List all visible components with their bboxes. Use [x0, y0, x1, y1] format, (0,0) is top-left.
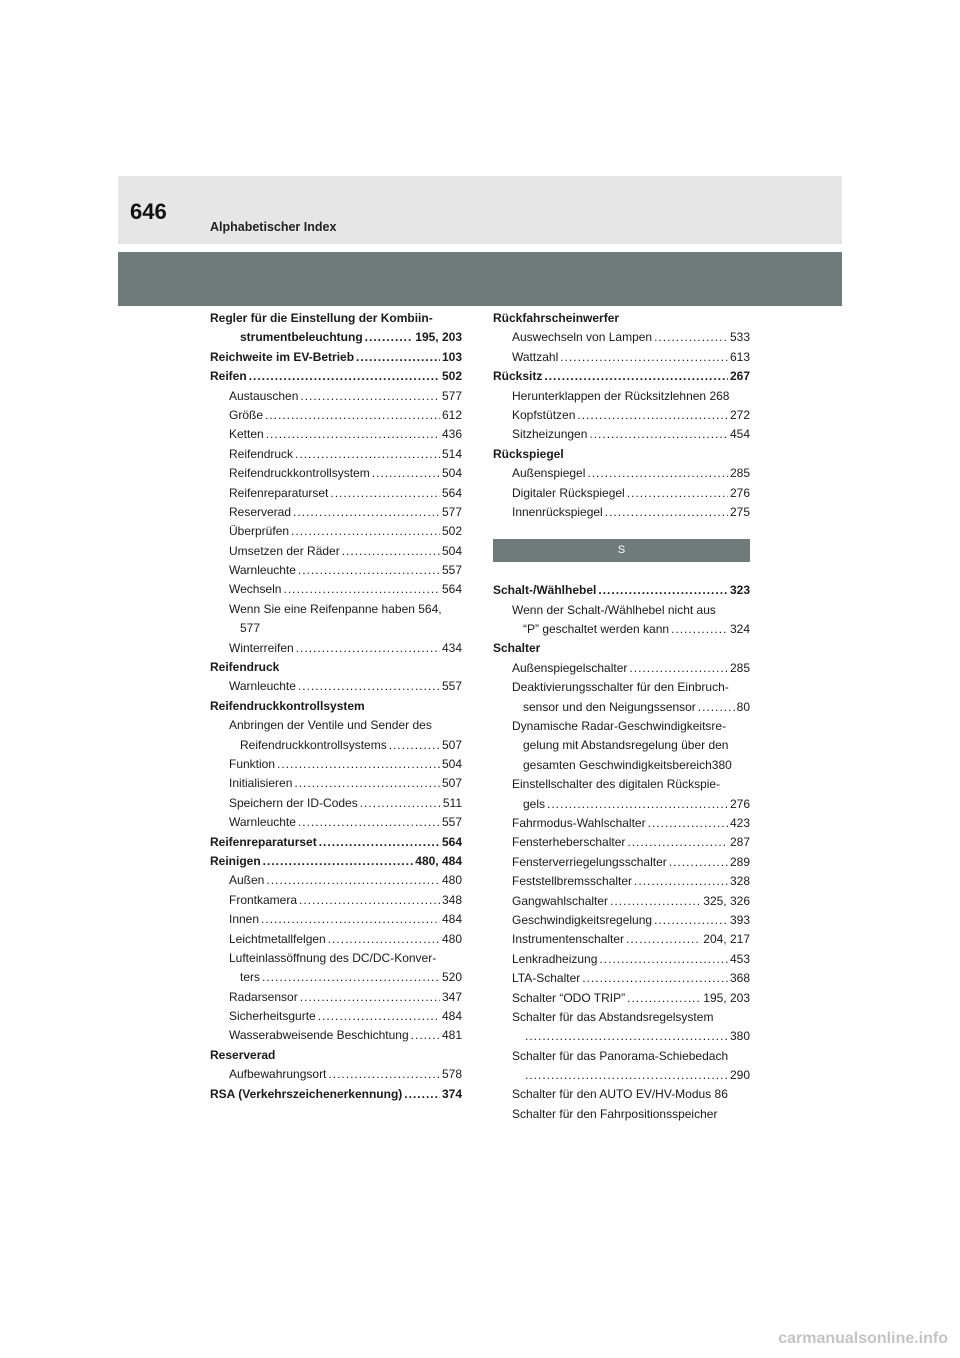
entry-text: sensor und den Neigungssensor: [523, 699, 696, 714]
index-entry: [493, 425, 750, 444]
entry-text: Leichtmetallfelgen: [229, 931, 326, 946]
entry-text: Rückfahrscheinwerfer: [493, 311, 620, 325]
entry-text: Reserverad: [210, 1047, 276, 1062]
index-entry: [210, 910, 462, 929]
dot-leader: [669, 853, 728, 872]
dot-leader: [298, 677, 440, 696]
entry-page: 514: [441, 446, 462, 461]
index-entry: [210, 484, 462, 503]
entry-page: 325, 326: [703, 893, 750, 908]
dot-leader: [249, 367, 440, 386]
entry-page: 287: [729, 835, 750, 850]
index-entry: [210, 774, 462, 793]
entry-text: Wasserabweisende Beschichtung: [229, 1028, 409, 1043]
entry-text: RSA (Verkehrszeichenerkennung): [210, 1086, 403, 1101]
entry-page: 328: [729, 874, 750, 889]
index-entry: [493, 503, 750, 522]
entry-text: Reichweite im EV-Betrieb: [210, 349, 355, 364]
index-entry: [210, 794, 462, 813]
index-group-s: [493, 581, 750, 1124]
index-entry: [493, 445, 750, 464]
entry-text: Funktion: [229, 756, 276, 771]
dot-leader: [291, 522, 440, 541]
dot-leader: [261, 910, 440, 929]
watermark: carmanualsonline.info: [778, 1330, 948, 1347]
entry-page: 276: [729, 796, 750, 811]
index-entry: [493, 678, 750, 697]
entry-page: 484: [441, 912, 462, 927]
entry-page: 612: [441, 407, 462, 422]
index-entry: [210, 464, 462, 483]
entry-text: Kopfstützen: [512, 407, 576, 422]
entry-text: Größe: [229, 407, 264, 422]
entry-page: 577: [441, 388, 462, 403]
entry-text: Auswechseln von Lampen: [512, 330, 653, 345]
letter-section-s: S: [493, 539, 750, 562]
entry-text: Wenn der Schalt-/Wählhebel nicht aus: [512, 602, 716, 617]
index-entry: [210, 522, 462, 541]
index-entry: [210, 716, 462, 735]
entry-text: strumentbeleuchtung: [240, 330, 363, 345]
entry-page: 453: [729, 951, 750, 966]
dot-leader: [298, 813, 440, 832]
entry-page: 504: [441, 466, 462, 481]
dot-leader: [582, 969, 728, 988]
entry-text: Wattzahl: [512, 349, 559, 364]
section-title: Alphabetischer Index: [210, 220, 337, 234]
index-entry: [210, 406, 462, 425]
entry-text: Deaktivierungsschalter für den Einbruch-: [512, 680, 729, 695]
index-entry: [493, 1085, 750, 1104]
index-entry: [493, 1066, 750, 1085]
index-entry: [493, 1027, 750, 1046]
dot-leader: [372, 464, 440, 483]
entry-text: Fahrmodus-Wahlschalter: [512, 815, 646, 830]
index-entry: [493, 872, 750, 891]
entry-text: Aufbewahrungsort: [229, 1067, 327, 1082]
dot-leader: [411, 1026, 440, 1045]
entry-text: ters: [240, 970, 261, 985]
entry-text: 577: [240, 621, 261, 636]
index-entry: [493, 698, 750, 717]
index-entry: [493, 581, 750, 600]
entry-text: Schalter für den Fahrpositionsspeicher: [512, 1106, 718, 1121]
entry-text: Reifendruckkontrollsystems: [240, 737, 387, 752]
entry-page: 520: [441, 970, 462, 985]
index-entry: [210, 309, 462, 328]
index-entry: [493, 911, 750, 930]
dot-leader: [298, 561, 440, 580]
entry-text: Schalter für das Panorama-Schiebedach: [512, 1048, 729, 1063]
index-entry: [210, 813, 462, 832]
entry-text: Anbringen der Ventile und Sender des: [229, 718, 432, 733]
index-entry: [493, 853, 750, 872]
entry-text: Wechseln: [229, 582, 282, 597]
entry-page: 533: [729, 330, 750, 345]
dot-leader: [319, 833, 440, 852]
index-entry: [493, 795, 750, 814]
index-entry: [210, 891, 462, 910]
index-entry: [493, 1047, 750, 1066]
entry-page: 502: [441, 369, 462, 384]
entry-text: Instrumentenschalter: [512, 932, 625, 947]
index-column-left: [210, 309, 462, 1104]
entry-page: 276: [729, 485, 750, 500]
entry-text: Austauschen: [229, 388, 299, 403]
index-entry: [493, 930, 750, 949]
entry-page: 577: [441, 504, 462, 519]
entry-page: 289: [729, 854, 750, 869]
entry-page: 374: [441, 1086, 462, 1101]
entry-page: 480, 484: [415, 853, 462, 868]
entry-page: 484: [441, 1009, 462, 1024]
entry-page: 423: [729, 815, 750, 830]
entry-page: 613: [729, 349, 750, 364]
index-entry: [493, 969, 750, 988]
dot-leader: [299, 891, 440, 910]
dot-leader: [627, 989, 701, 1008]
index-entry: [493, 833, 750, 852]
header-dark-bar: [118, 252, 842, 306]
entry-text: Reifendruck: [210, 660, 280, 675]
index-entry: [210, 871, 462, 890]
entry-page: 454: [729, 427, 750, 442]
dot-leader: [627, 484, 728, 503]
index-entry: [493, 309, 750, 328]
entry-text: Überprüfen: [229, 524, 290, 539]
index-entry: [493, 601, 750, 620]
index-entry: [210, 542, 462, 561]
dot-leader: [263, 852, 414, 871]
entry-page: 578: [441, 1067, 462, 1082]
page-number: 646: [130, 199, 167, 224]
entry-page: 195, 203: [415, 330, 462, 345]
entry-page: 323: [729, 583, 750, 598]
dot-leader: [598, 581, 728, 600]
entry-text: Regler für die Einstellung der Kombiin-: [210, 311, 433, 325]
entry-text: Winterreifen: [229, 640, 294, 655]
entry-page: 480: [441, 931, 462, 946]
index-entry: [493, 464, 750, 483]
entry-page: 557: [441, 815, 462, 830]
index-entry: [493, 756, 750, 775]
index-entry: [493, 775, 750, 794]
entry-page: 393: [729, 912, 750, 927]
entry-text: Geschwindigkeitsregelung: [512, 912, 653, 927]
index-entry: [210, 949, 462, 968]
entry-text: Lufteinlassöffnung des DC/DC-Konver-: [229, 950, 437, 965]
index-entry: [210, 968, 462, 987]
dot-leader: [629, 659, 728, 678]
entry-text: Reifenreparaturset: [229, 485, 329, 500]
entry-page: 436: [441, 427, 462, 442]
index-entry: [210, 639, 462, 658]
entry-page: 502: [441, 524, 462, 539]
index-entry: [493, 892, 750, 911]
index-entry: [210, 833, 462, 852]
index-entry: [493, 367, 750, 386]
entry-page: 511: [442, 795, 462, 810]
dot-leader: [360, 794, 441, 813]
entry-text: Einstellschalter des digitalen Rückspie-: [512, 777, 721, 792]
entry-page: 285: [729, 466, 750, 481]
index-entry: [210, 503, 462, 522]
entry-page: 368: [729, 971, 750, 986]
entry-text: gesamten Geschwindigkeitsbereich380: [523, 757, 732, 772]
entry-text: Speichern der ID-Codes: [229, 795, 358, 810]
dot-leader: [589, 425, 728, 444]
index-entry: [210, 736, 462, 755]
dot-leader: [365, 328, 414, 347]
dot-leader: [277, 755, 440, 774]
index-entry: [210, 619, 462, 638]
dot-leader: [654, 911, 728, 930]
dot-leader: [328, 1065, 440, 1084]
entry-text: Reifendruckkontrollsystem: [210, 698, 365, 713]
dot-leader: [262, 968, 440, 987]
entry-text: Schalter für das Abstandsregelsystem: [512, 1009, 714, 1024]
entry-page: 434: [441, 640, 462, 655]
entry-page: 324: [729, 622, 750, 637]
index-entry: [210, 1085, 462, 1104]
index-entry: [493, 639, 750, 658]
entry-text: Innenrückspiegel: [512, 504, 603, 519]
index-entry: [493, 484, 750, 503]
index-entry: [210, 445, 462, 464]
dot-leader: [525, 1066, 728, 1085]
entry-page: 557: [441, 679, 462, 694]
dot-leader: [404, 1085, 440, 1104]
entry-text: Fensterverriegelungsschalter: [512, 854, 667, 869]
entry-page: 507: [441, 737, 462, 752]
dot-leader: [389, 736, 440, 755]
index-entry: [210, 1065, 462, 1084]
entry-text: Frontkamera: [229, 892, 298, 907]
entry-text: Rücksitz: [493, 369, 543, 384]
entry-text: Wenn Sie eine Reifenpanne haben 564,: [229, 601, 442, 616]
dot-leader: [328, 930, 440, 949]
dot-leader: [544, 367, 728, 386]
entry-page: 557: [441, 563, 462, 578]
entry-text: gelung mit Abstandsregelung über den: [523, 738, 729, 753]
index-entry: [210, 328, 462, 347]
dot-leader: [626, 930, 701, 949]
entry-page: 380: [729, 1029, 750, 1044]
entry-page: 348: [441, 892, 462, 907]
entry-text: Außenspiegelschalter: [512, 660, 628, 675]
entry-page: 267: [729, 369, 750, 384]
dot-leader: [587, 464, 728, 483]
dot-leader: [295, 445, 440, 464]
index-entry: [493, 348, 750, 367]
entry-text: “P” geschaltet werden kann: [523, 622, 670, 637]
index-entry: [210, 988, 462, 1007]
index-entry: [210, 387, 462, 406]
dot-leader: [265, 406, 440, 425]
index-entry: [493, 620, 750, 639]
entry-page: 204, 217: [703, 932, 750, 947]
dot-leader: [300, 988, 440, 1007]
entry-page: 504: [441, 543, 462, 558]
index-entry: [210, 1007, 462, 1026]
entry-page: 272: [729, 407, 750, 422]
index-entry: [210, 755, 462, 774]
entry-text: gels: [523, 796, 546, 811]
dot-leader: [605, 503, 728, 522]
dot-leader: [296, 639, 440, 658]
entry-page: 347: [441, 989, 462, 1004]
entry-page: 80: [736, 699, 750, 714]
entry-text: Schalter für den AUTO EV/HV-Modus 86: [512, 1087, 728, 1102]
index-entry: [493, 814, 750, 833]
index-entry: [493, 989, 750, 1008]
index-entry: [493, 1008, 750, 1027]
entry-text: Lenkradheizung: [512, 951, 598, 966]
entry-text: Außenspiegel: [512, 466, 586, 481]
dot-leader: [283, 580, 439, 599]
entry-text: Reserverad: [229, 504, 292, 519]
entry-text: Umsetzen der Räder: [229, 543, 340, 558]
entry-text: Warnleuchte: [229, 815, 296, 830]
dot-leader: [654, 328, 728, 347]
dot-leader: [698, 698, 735, 717]
dot-leader: [318, 1007, 440, 1026]
dot-leader: [560, 348, 728, 367]
dot-leader: [648, 814, 728, 833]
index-entry: [210, 1026, 462, 1045]
entry-page: 480: [441, 873, 462, 888]
index-entry: [210, 580, 462, 599]
entry-page: 285: [729, 660, 750, 675]
entry-page: 507: [441, 776, 462, 791]
entry-page: 103: [441, 349, 462, 364]
index-entry: [210, 677, 462, 696]
dot-leader: [330, 484, 440, 503]
index-entry: [493, 387, 750, 406]
index-entry: [210, 600, 462, 619]
entry-text: Reinigen: [210, 853, 261, 868]
index-entry: [493, 950, 750, 969]
dot-leader: [627, 833, 728, 852]
entry-page: 481: [441, 1028, 462, 1043]
dot-leader: [671, 620, 728, 639]
dot-leader: [266, 871, 440, 890]
index-entry: [493, 736, 750, 755]
index-entry: [493, 406, 750, 425]
entry-text: Gangwahlschalter: [512, 893, 609, 908]
entry-text: Initialisieren: [229, 776, 293, 791]
entry-text: Rückspiegel: [493, 446, 564, 461]
entry-text: Schalt-/Wählhebel: [493, 583, 597, 598]
entry-page: 504: [441, 756, 462, 771]
index-entry: [210, 348, 462, 367]
index-entry: [493, 659, 750, 678]
entry-page: 564: [441, 582, 462, 597]
entry-text: Schalter: [493, 641, 541, 656]
dot-leader: [610, 892, 701, 911]
index-entry: [210, 1046, 462, 1065]
entry-text: Sitzheizungen: [512, 427, 588, 442]
dot-leader: [525, 1027, 728, 1046]
dot-leader: [293, 503, 440, 522]
index-entry: [210, 425, 462, 444]
index-entry: [493, 1105, 750, 1124]
entry-text: Feststellbremsschalter: [512, 874, 633, 889]
index-entry: [210, 561, 462, 580]
entry-text: Reifendruckkontrollsystem: [229, 466, 370, 481]
entry-text: Reifen: [210, 369, 247, 384]
entry-page: 290: [729, 1068, 750, 1083]
index-entry: [210, 930, 462, 949]
index-entry: [210, 697, 462, 716]
index-entry: [210, 852, 462, 871]
entry-page: 564: [441, 485, 462, 500]
entry-text: Schalter “ODO TRIP”: [512, 990, 626, 1005]
index-entry: [493, 328, 750, 347]
entry-text: Reifendruck: [229, 446, 294, 461]
index-entry: [493, 717, 750, 736]
entry-page: 275: [729, 504, 750, 519]
index-entry: [210, 367, 462, 386]
entry-text: LTA-Schalter: [512, 971, 581, 986]
entry-text: Warnleuchte: [229, 563, 296, 578]
entry-text: Fensterheberschalter: [512, 835, 626, 850]
entry-text: Warnleuchte: [229, 679, 296, 694]
entry-page: 564: [441, 834, 462, 849]
entry-text: Herunterklappen der Rücksitzlehnen 268: [512, 388, 730, 403]
index-column-right: [493, 309, 750, 1124]
index-entry: [210, 658, 462, 677]
entry-text: Dynamische Radar-Geschwindigkeitsre-: [512, 719, 727, 734]
dot-leader: [634, 872, 728, 891]
entry-text: Digitaler Rückspiegel: [512, 485, 625, 500]
entry-text: Innen: [229, 912, 260, 927]
entry-text: Radarsensor: [229, 989, 298, 1004]
dot-leader: [294, 774, 440, 793]
dot-leader: [599, 950, 728, 969]
entry-text: Ketten: [229, 427, 264, 442]
dot-leader: [266, 425, 440, 444]
index-group-r: [493, 309, 750, 522]
entry-page: 195, 203: [703, 990, 750, 1005]
dot-leader: [547, 795, 728, 814]
entry-text: Reifenreparaturset: [210, 834, 317, 849]
dot-leader: [342, 542, 440, 561]
dot-leader: [577, 406, 728, 425]
entry-text: Außen: [229, 873, 265, 888]
dot-leader: [356, 348, 440, 367]
entry-text: Sicherheitsgurte: [229, 1009, 316, 1024]
dot-leader: [300, 387, 440, 406]
